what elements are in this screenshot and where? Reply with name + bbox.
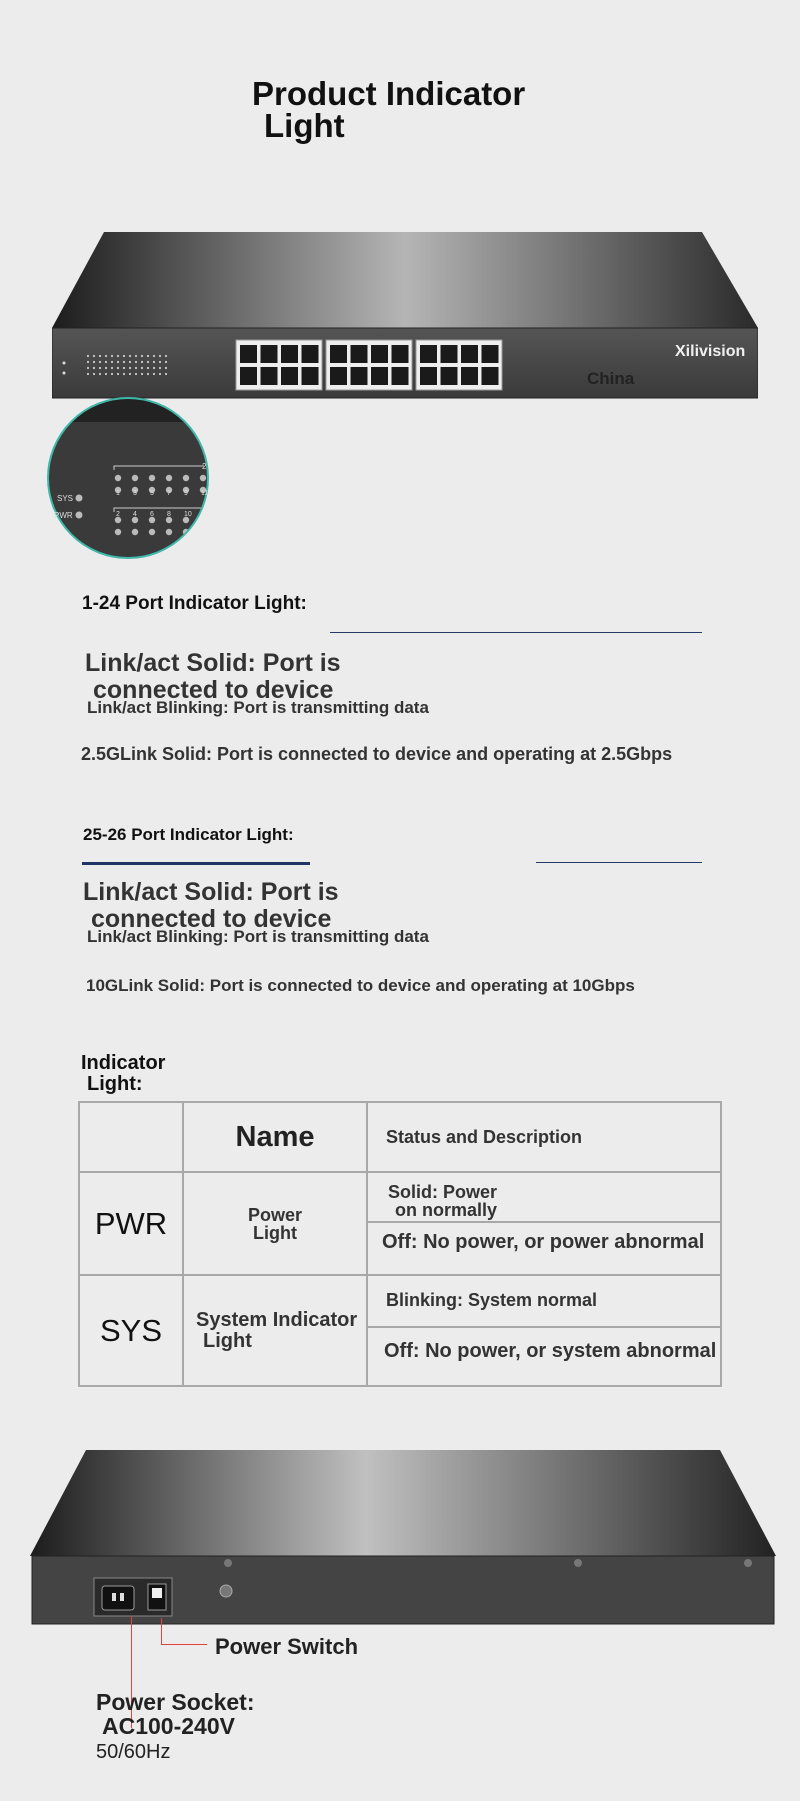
inset-port-number: 9 — [184, 490, 188, 497]
ports-25-26-blinking: Link/act Blinking: Port is transmitting data — [87, 927, 429, 946]
ports-25-26-solid-line-1: Link/act Solid: Port is — [83, 878, 339, 906]
title-line-2: Light — [264, 107, 345, 144]
switch-front-image — [52, 230, 758, 400]
ports-1-24-solid-line-1: Link/act Solid: Port is — [85, 649, 341, 677]
ports-25-26-solid — [83, 879, 339, 933]
row-code-pwr: PWR — [79, 1172, 183, 1275]
inset-port-number: 3 — [133, 490, 137, 497]
power-switch-label: Power Switch — [215, 1634, 359, 1659]
title-line-1: Product Indicator — [252, 75, 526, 112]
rj45-port — [351, 367, 368, 385]
brand-label: Xilivision — [675, 343, 746, 360]
power-socket-icon — [102, 1586, 134, 1610]
rj45-port — [281, 345, 298, 363]
ports-1-24-solid — [85, 650, 341, 704]
pwr-status-solid — [368, 1173, 720, 1223]
rj45-port — [392, 345, 409, 363]
power-socket-line-3: 50/60Hz — [96, 1741, 171, 1763]
pwr-status-off: Off: No power, or power abnormal — [382, 1231, 705, 1253]
rj45-port — [330, 367, 347, 385]
divider-line — [330, 632, 702, 633]
inset-port-number: 11 — [201, 490, 209, 497]
led-inset-zoom — [44, 394, 212, 562]
ports-25-26-solid-line-2: connected to device — [91, 905, 332, 933]
ports-1-24-heading: 1-24 Port Indicator Light: — [82, 593, 307, 614]
rj45-port — [392, 367, 409, 385]
rj45-port — [482, 345, 499, 363]
header-status: Status and Description — [367, 1102, 721, 1172]
rj45-port — [240, 367, 257, 385]
rj45-port — [302, 345, 319, 363]
ports-25-26-speed: 10GLink Solid: Port is connected to device and operating at 10Gbps — [86, 976, 635, 995]
inset-port-number: 1 — [116, 490, 120, 497]
inset-sys-label: SYS — [57, 494, 74, 503]
pwr-status-solid-line-2: on normally — [395, 1200, 498, 1220]
rj45-port — [420, 367, 437, 385]
table-row — [79, 1275, 721, 1386]
indicator-heading-line-2: Light: — [87, 1073, 143, 1095]
table-row — [79, 1172, 721, 1275]
switch-back-top-surface — [30, 1450, 776, 1556]
rj45-port — [261, 345, 278, 363]
rj45-port — [302, 367, 319, 385]
ports-1-24-speed: 2.5GLink Solid: Port is connected to device and operating at 2.5Gbps — [81, 744, 673, 764]
rj45-port — [330, 345, 347, 363]
switch-back-image — [30, 1448, 776, 1628]
power-socket-label — [96, 1690, 255, 1764]
rj45-port — [240, 345, 257, 363]
rj45-port — [261, 367, 278, 385]
sys-name-line-1: System Indicator — [196, 1308, 358, 1331]
row-name-pwr — [183, 1172, 367, 1275]
rj45-port — [371, 367, 388, 385]
rj45-port — [420, 345, 437, 363]
indicator-heading-line-1: Indicator — [81, 1052, 166, 1074]
row-code-sys: SYS — [79, 1275, 183, 1386]
inset-port-number: 8 — [167, 511, 171, 518]
inset-port-number: 4 — [133, 511, 137, 518]
inset-port-number: 5 — [150, 490, 154, 497]
power-socket-line-1: Power Socket: — [96, 1689, 255, 1715]
rj45-port — [351, 345, 368, 363]
power-socket-line-2: AC100-240V — [102, 1713, 235, 1739]
inset-port-number: 2 — [116, 511, 120, 518]
rj45-port — [441, 367, 458, 385]
power-switch-callout-line — [161, 1618, 162, 1644]
divider-line — [536, 862, 702, 863]
pwr-status-solid-line-1: Solid: Power — [388, 1182, 498, 1202]
sys-name-line-2: Light — [203, 1329, 252, 1352]
rj45-port — [371, 345, 388, 363]
header-name: Name — [183, 1102, 367, 1172]
row-status-pwr — [367, 1172, 721, 1275]
pwr-name-line-1: Power — [247, 1204, 303, 1225]
ground-screw-icon — [220, 1585, 232, 1597]
port-groups — [236, 340, 502, 390]
inset-port-number: 7 — [167, 490, 171, 497]
origin-label: China — [587, 369, 635, 388]
rj45-port — [441, 345, 458, 363]
row-status-sys — [367, 1275, 721, 1386]
power-switch-callout-line — [161, 1644, 207, 1645]
sys-status-off: Off: No power, or system abnormal — [384, 1340, 717, 1362]
ports-25-26-heading: 25-26 Port Indicator Light: — [83, 825, 294, 844]
indicator-table-heading — [81, 1053, 165, 1095]
rj45-port — [482, 367, 499, 385]
inset-port-number: 6 — [150, 511, 154, 518]
ports-1-24-blinking: Link/act Blinking: Port is transmitting data — [87, 698, 429, 717]
switch-top-surface — [52, 232, 758, 328]
rj45-port — [281, 367, 298, 385]
row-name-sys — [183, 1275, 367, 1386]
ports-1-24-solid-line-2: connected to device — [93, 676, 334, 704]
rj45-port — [461, 367, 478, 385]
inset-group-label: 2 — [202, 462, 207, 471]
divider-line — [82, 862, 310, 865]
inset-pwr-label: PWR — [54, 511, 73, 520]
indicator-table — [78, 1101, 722, 1387]
rj45-port — [461, 345, 478, 363]
page-title — [252, 75, 526, 144]
pwr-name-line-2: Light — [253, 1222, 297, 1243]
header-cell-empty — [79, 1102, 183, 1172]
table-header-row — [79, 1102, 721, 1172]
sys-status-blinking: Blinking: System normal — [368, 1276, 720, 1328]
inset-port-number: 10 — [184, 511, 192, 518]
